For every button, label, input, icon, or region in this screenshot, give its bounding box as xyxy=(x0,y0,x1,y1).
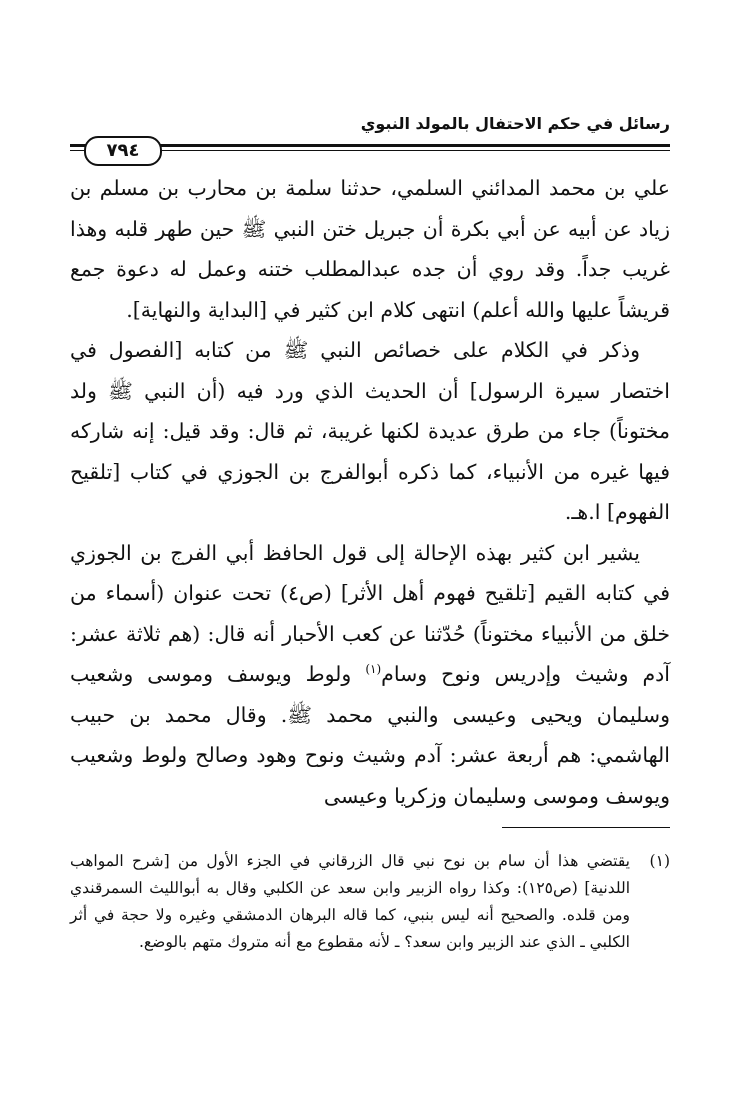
footnote-separator xyxy=(502,827,670,828)
footnote-text: يقتضي هذا أن سام بن نوح نبي قال الزرقاني في الجزء الأول من [شرح المواهب اللدنية] (ص١٢٥): وكذا رواه الزبير وابن سعد عن الكلبي وقال به أبوالليث السمرقندي ومن قلده. والصحيح أنه ليس بنبي، كما قاله البرهان الدمشقي وغيره ولا حجة في أثر الكلبي ـ الذي عند الزبير وابن سعد؟ ـ لأنه مقطوع مع أنه متروك متهم بالوضع. xyxy=(70,852,631,951)
footnote-number: (١) xyxy=(649,852,670,870)
paragraph-3-part-1: يشير ابن كثير بهذه الإحالة إلى قول الحافظ أبي الفرج بن الجوزي في كتابه القيم [تلقيح فهوم أهل الأثر] (ص٤) تحت عنوان (أسماء من خلق من الأنبياء مختوناً) حُدّثنا عن كعب الأحبار أنه قال: (هم ثلاثة عشر: آدم وشيث وإدريس ونوح وسام xyxy=(70,540,670,686)
book-title: رسائل في حكم الاحتفال بالمولد النبوي xyxy=(360,114,670,133)
paragraph-3-part-2: ولوط ويوسف وموسى وشعيب وسليمان ويحيى وعيسى والنبي محمد ﷺ. وقال محمد بن حبيب الهاشمي: هم أربعة عشر: آدم وشيث ونوح وهود وصالح ولوط وشعيب ويوسف وموسى وسليمان وزكريا وعيسى xyxy=(70,662,670,808)
running-header xyxy=(70,108,670,161)
paragraph-2: وذكر في الكلام على خصائص النبي ﷺ من كتابه [الفصول في اختصار سيرة الرسول] أن الحديث الذي ورد فيه (أن النبي ﷺ ولد مختوناً) جاء من طرق عديدة لكنها غريبة، ثم قال: وقد قيل: إنه شاركه فيها غيره من الأنبياء، كما ذكره أبوالفرج بن الجوزي في كتاب [تلقيح الفهوم] ا.هـ. xyxy=(70,338,670,524)
paragraph-1: علي بن محمد المدائني السلمي، حدثنا سلمة بن محارب بن مسلم بن زياد عن أبيه عن أبي بكرة أن جبريل ختن النبي ﷺ حين طهر قلبه وهذا غريب جداً. وقد روي أن جده عبدالمطلب ختنه وعمل له دعوة جمع قريشاً عليها والله أعلم) انتهى كلام ابن كثير في [البداية والنهاية]. xyxy=(70,176,670,322)
page-number: ٧٩٤ xyxy=(84,136,162,166)
paragraph-3 xyxy=(70,533,670,817)
main-text xyxy=(70,168,670,816)
footnote xyxy=(70,848,670,956)
footnote-reference: (١) xyxy=(365,662,382,677)
